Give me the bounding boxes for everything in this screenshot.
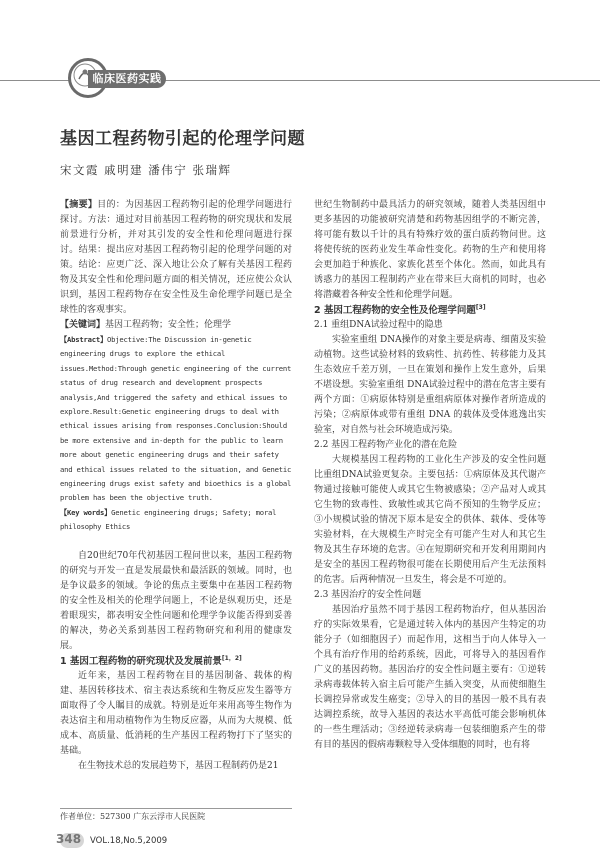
section-badge: 临床医药实践 [88,70,166,88]
author-affiliation: 作者单位：527300 广东云浮市人民医院 [60,812,206,821]
keywords-en [60,506,292,535]
section-1-continuation: 世纪生物制药中最具活力的研究领域，随着人类基因组中更多基因的功能被研究清楚和药物基因组学的不断完善，将可能有数以千计的具有特殊疗效的蛋白质药物问世。这将使传统的医药业发生革命性变化。药物的生产和使用将会更加趋于种族化、家族化甚至个体化。然而，如此具有诱惑力的基因工程制药产业在带来巨大商机的同时，也必将潜藏着各种安全性和伦理学问题。 [314,200,546,300]
right-column [314,198,546,753]
section-2-heading [314,303,546,318]
section-1-heading [60,654,292,669]
abstract-en [60,333,292,506]
abstract-zh-text: 目的：为因基因工程药物引起的伦理学问题进行探讨。方法：通过对目前基因工程药物的研究现状和发展前景进行分析，并对其引发的安全性和伦理问题进行探讨。结果：提出应对基因工程药物引起的伦理学问题的对策。结论：应更广泛、深入地让公众了解有关基因工程药物及其安全性和伦理问题方面的相关情况，还应使公众认识到，基因工程药物存在安全性及生命伦理学问题已是全球性的客观事实。 [60,200,292,315]
section-1-heading-text: 1 基因工程药物的研究现状及发展前景 [60,655,222,667]
page-number: 348 [56,832,82,846]
abstract-en-text: Objective:The Discussion in-genetic engineering drugs to explore the ethical issues.Method:Through genetic engineering of the current status of drug research and development prospects analysis,And triggered the safety and ethical issues to explore.Result:Genetic engineering drugs to deal with ethical issues arising from responses.Conclusion:Should be more extensive and in-depth for the public to learn more about genetic engineering drugs and their safety and ethical issues related to the situation, and Genetic engineering drugs exist safety and bioethics is a global problem has been the objective truth. [60,335,292,503]
article-authors: 宋文霞 戚明建 潘伟宁 张瑞辉 [60,163,232,177]
section-1-paragraph-2: 在生物技术总的发展趋势下，基因工程制药仍是21 [78,760,279,771]
subsection-2-3-heading: 2.3 基因治疗的安全性问题 [314,590,422,600]
subsection-2-1-text: 实验室重组 DNA操作的对象主要是病毒、细菌及实验动植物。这些试验材料的致病性、抗药性、转移能力及其生态效应千差万别，一旦在策划和操作上发生意外，后果不堪设想。实验室重组 DNA试验过程中的潜在危害主要有两个方面：①病原体特别是重组病原体对操作者所造成的污染；②病原体或带有重组 DNA 的载体及受体逃逸出实验室，对自然与社会环境造成污染。 [314,335,546,435]
subsection-2-2-heading: 2.2 基因工程药物产业化的潜在危险 [314,440,458,450]
abstract-zh [60,198,292,318]
left-column [60,198,292,774]
section-1-paragraph-1: 近年来，基因工程药物在目的基因制备、载体的构建、基因转移技术、宿主表达系统和生物反应发生器等方面取得了令人瞩目的成就。特别是近年来用高等生物作为表达宿主和用动植物作为生物反应器，从而为大规模、低成本、高质量、低消耗的生产基因工程药物打下了坚实的基础。 [60,670,292,756]
journal-volume: VOL.18,No.5,2009 [90,836,168,846]
keywords-en-label: 【Key words】 [60,507,112,517]
subsection-2-1-heading: 2.1 重组DNA试验过程中的隐患 [314,320,443,330]
article-title: 基因工程药物引起的伦理学问题 [60,129,305,149]
section-2-heading-text: 2 基因工程药物的安全性及伦理学问题 [314,305,476,316]
intro-paragraph: 自20世纪70年代初基因工程问世以来，基因工程药物的研究与开发一直是发展最快和最活跃的领域。同时，也是争议最多的领域。争论的焦点主要集中在基因工程药物的安全性及相关的伦理学问题上，不论是纵观历史，还是着眼现实，都表明安全性问题和伦理学争议能否得到妥善的解决，势必关系到基因工程药物研究和利用的健康发展。 [60,550,292,651]
affiliation-rule [60,808,292,809]
section-1-ref: [1，2] [221,654,242,662]
keywords-en-text: Genetic engineering drugs; Safety; moral philosophy Ethics [60,507,277,532]
subsection-2-2-text: 大规模基因工程药物的工业化生产涉及的安全性问题比重组DNA试验更复杂。主要包括：①病原体及其代谢产物通过接触可能使人或其它生物被感染；②产品对人或其它生物的致毒性、致敏性或其它尚不预知的生物学反应；③小规模试验的情况下原本是安全的供体、载体、受体等实验材料，在大规模生产时完全有可能产生对人和其它生物及其生存环境的危害。④在短期研究和开发利用期间内是安全的基因工程药物很可能在长期使用后产生无法预料的危害。后两种情况一旦发生，将会是不可逆的。 [314,455,546,585]
section-2-ref: [3] [475,303,486,311]
abstract-zh-label: 【摘要】 [60,200,98,210]
keywords-zh-label: 【关键词】 [60,320,106,330]
keywords-zh [60,318,292,333]
keywords-zh-text: 基因工程药物；安全性；伦理学 [105,320,232,330]
subsection-2-3-text: 基因治疗虽然不同于基因工程药物治疗，但从基因治疗的实际效果看，它是通过转入体内的基因产生特定的功能分子（如细胞因子）而起作用，这相当于向人体导入一个具有治疗作用的给药系统，因此，可将导入的基因看作广义的基因药物。基因治疗的安全性问题主要有：①逆转录病毒载体转入宿主后可能产生插入突变，从而使细胞生长调控异常或发生癌变；②导入的目的基因一般不具有表达调控系统，故导入基因的表达水平高低可能会影响机体的一些生理活动；③经逆转录病毒一包装细胞系产生的带有目的基因的假病毒颗粒导入受体细胞的同时，也有将 [314,605,546,750]
abstract-en-label: 【Abstract】 [60,335,107,344]
